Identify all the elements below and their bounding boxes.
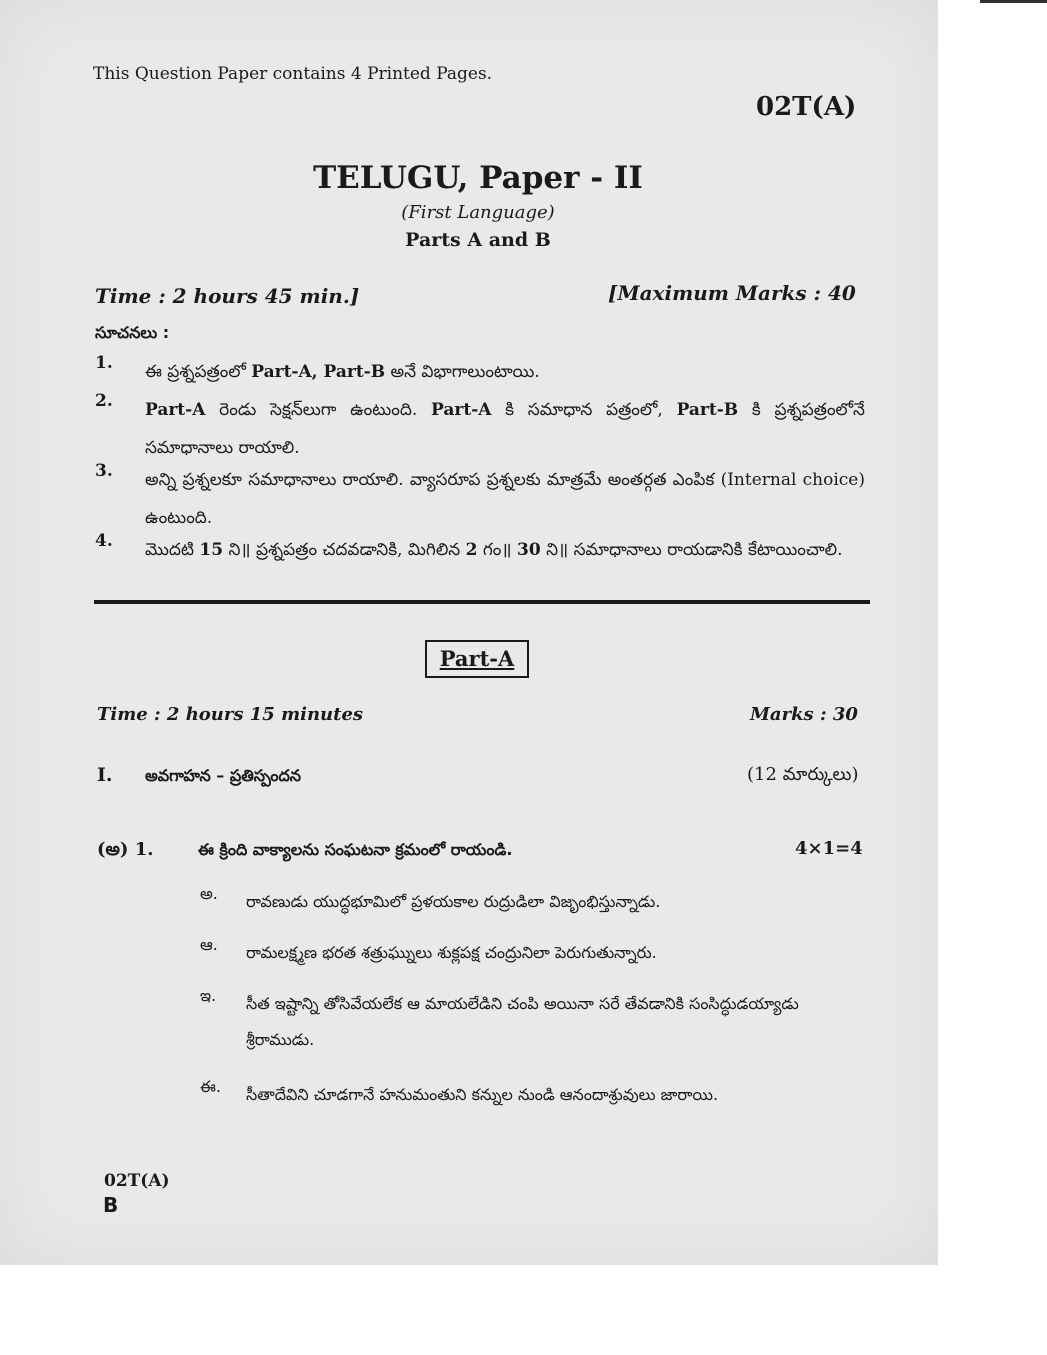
exam-time: Time : 2 hours 45 min.] [95, 284, 360, 308]
section-number: I. [97, 764, 113, 786]
option-label: ఈ. [200, 1077, 221, 1096]
section-title: అవగాహన – ప్రతిస్పందన [145, 766, 301, 785]
part-a-marks: Marks : 30 [750, 704, 858, 725]
instruction-text: మొదటి 15 ని॥ ప్రశ్నపత్రం చదవడానికి, మిగిలిన 2 గం॥ 30 ని॥ సమాధానాలు రాయడానికి కేటాయించాలి. [145, 540, 843, 560]
question-marks: 4×1=4 [795, 838, 863, 859]
option-label: ఆ. [200, 935, 218, 954]
option-text: సీత ఇష్టాన్ని తోసివేయలేక ఆ మాయలేడిని చంపి అయినా సరే తేవడానికి సంసిద్ధుడయ్యాడు శ్రీరాముడు. [246, 994, 799, 1049]
instruction-text: ఈ ప్రశ్నపత్రంలో Part-A, Part-B అనే విభాగాలుంటాయి. [145, 362, 540, 382]
option-label: ఇ. [200, 986, 217, 1005]
instruction-number: 1. [95, 353, 113, 373]
instruction-text: అన్ని ప్రశ్నలకూ సమాధానాలు రాయాలి. వ్యాసరూప ప్రశ్నలకు మాత్రమే అంతర్గత ఎంపిక (Internal choice) ఉంటుంది. [145, 470, 865, 528]
edge-mark [980, 0, 1047, 3]
instruction-text: Part-A రెండు సెక్షన్‌లుగా ఉంటుంది. Part-A కి సమాధాన పత్రంలో, Part-B కి ప్రశ్నపత్రంలోనే సమాధానాలు రాయాలి. [145, 400, 865, 458]
printed-pages-note: This Question Paper contains 4 Printed Pages. [93, 64, 493, 84]
instruction-number: 4. [95, 531, 113, 551]
option-text: సీతాదేవిని చూడగానే హనుమంతుని కన్నుల నుండి ఆనందాశ్రువులు జారాయి. [246, 1085, 719, 1104]
question-label: (అ) 1. [97, 839, 154, 860]
paper-code: 02T(A) [756, 92, 857, 122]
option-label: అ. [200, 884, 218, 903]
paper-subtitle: (First Language) [401, 202, 555, 223]
parts-label: Parts A and B [405, 229, 551, 251]
footer-code: 02T(A) [104, 1171, 170, 1191]
instruction-number: 2. [95, 391, 113, 411]
option-text: రామలక్ష్మణ భరత శత్రుఘ్నులు శుక్లపక్ష చంద్రునిలా పెరుగుతున్నారు. [246, 943, 657, 962]
question-text: ఈ క్రింది వాక్యాలను సంఘటనా క్రమంలో రాయండి. [198, 840, 513, 859]
paper-title: TELUGU, Paper - II [313, 160, 643, 196]
section-divider [94, 600, 870, 604]
instructions-heading: సూచనలు : [95, 323, 170, 342]
instruction-number: 3. [95, 461, 113, 481]
exam-max-marks: [Maximum Marks : 40 [608, 281, 856, 305]
section-marks: (12 మార్కులు) [747, 764, 859, 785]
part-a-time: Time : 2 hours 15 minutes [97, 704, 364, 725]
part-a-heading: Part-A [425, 640, 529, 678]
footer-series: B [103, 1193, 119, 1217]
option-text: రావణుడు యుద్ధభూమిలో ప్రళయకాల రుద్రుడిలా విజృంభిస్తున్నాడు. [246, 892, 661, 911]
